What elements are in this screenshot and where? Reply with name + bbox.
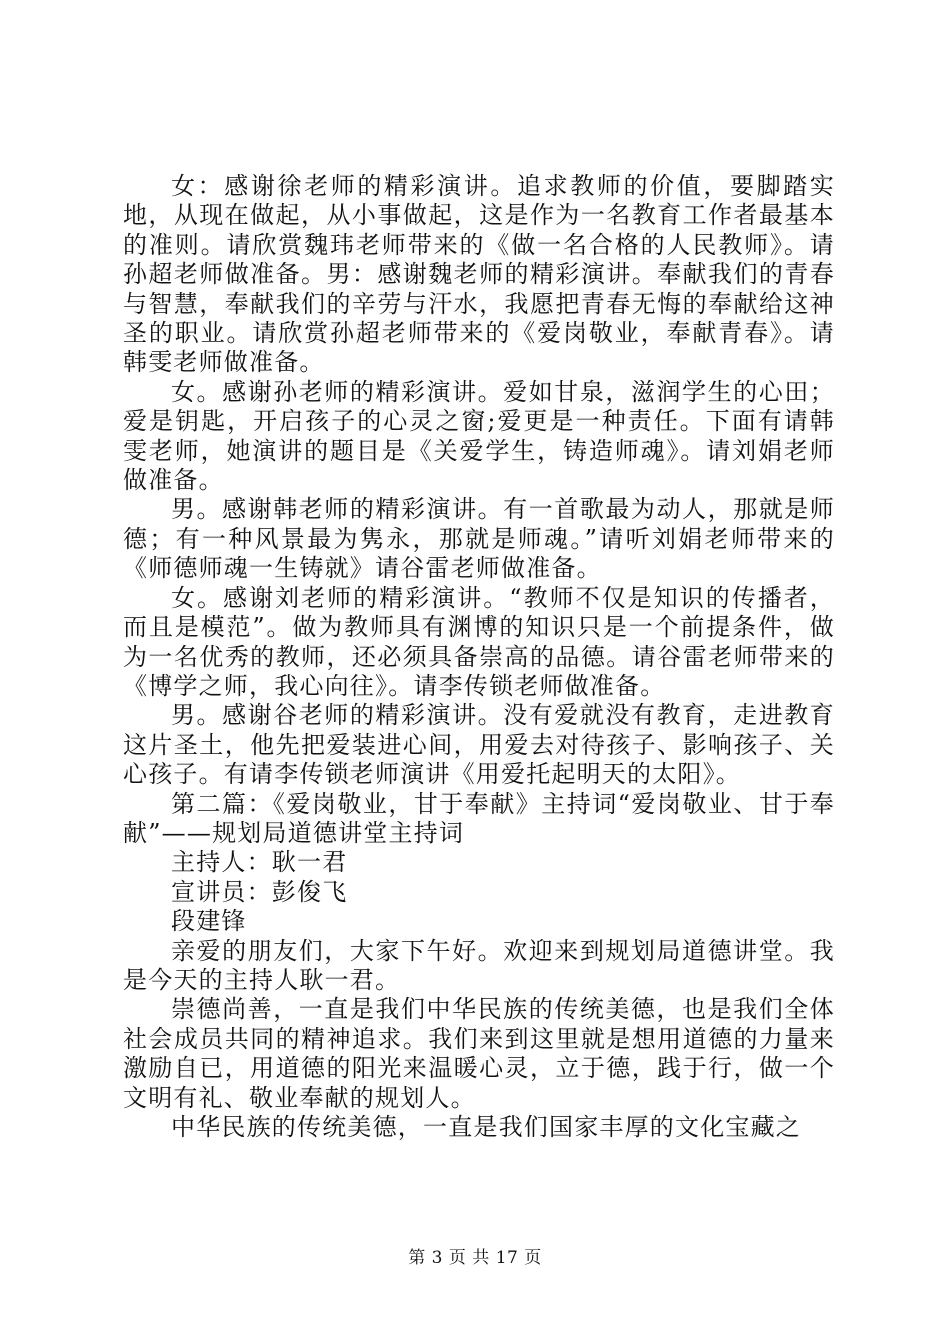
section-heading: 第二篇：《爱岗敬业，甘于奉献》主持词“爱岗敬业、甘于奉献”——规划局道德讲堂主持词 [123,789,835,847]
paragraph: 中华民族的传统美德，一直是我们国家丰厚的文化宝藏之 [171,1113,801,1141]
document-body [123,172,835,1142]
speaker-name: 段建锋 [171,907,247,936]
paragraph: 女：感谢徐老师的精彩演讲。追求教师的价值，要脚踏实地，从现在做起，从小事做起，这是作为一名教育工作者最基本的准则。请欣赏魏玮老师带来的《做一名合格的人民教师》。请孙超老师做准备。男：感谢魏老师的精彩演讲。奉献我们的青春与智慧，奉献我们的辛劳与汗水，我愿把青春无悔的奉献给这神圣的职业。请欣赏孙超老师带来的《爱岗敬业，奉献青春》。请韩雯老师做准备。 [123,172,835,377]
paragraph: 亲爱的朋友们，大家下午好。欢迎来到规划局道德讲堂。我是今天的主持人耿一君。 [123,936,835,994]
paragraph: 男。感谢谷老师的精彩演讲。没有爱就没有教育，走进教育这片圣土，他先把爱装进心间，用爱去对待孩子、影响孩子、关心孩子。有请李传锁老师演讲《用爱托起明天的太阳》。 [123,701,835,789]
paragraph: 崇德尚善，一直是我们中华民族的传统美德，也是我们全体社会成员共同的精神追求。我们来到这里就是想用道德的力量来激励自已，用道德的阳光来温暖心灵，立于德，践于行，做一个文明有礼、敬业奉献的规划人。 [123,995,835,1112]
host-line: 主持人：耿一君 [171,848,348,877]
paragraph: 女。感谢刘老师的精彩演讲。“教师不仅是知识的传播者，而且是模范”。做为教师具有渊博的知识只是一个前提条件，做为一名优秀的教师，还必须具备崇高的品德。请谷雷老师带来的《博学之师，我心向往》。请李传锁老师做准备。 [123,583,835,700]
paragraph: 女。感谢孙老师的精彩演讲。爱如甘泉，滋润学生的心田；爱是钥匙，开启孩子的心灵之窗;爱更是一种责任。下面有请韩雯老师，她演讲的题目是《关爱学生，铸造师魂》。请刘娟老师做准备。 [123,377,835,495]
paragraph: 男。感谢韩老师的精彩演讲。有一首歌最为动人，那就是师德；有一种风景最为隽永，那就是师魂。”请听刘娟老师带来的《师德师魂一生铸就》请谷雷老师做准备。 [123,495,835,583]
speaker-line: 宣讲员：彭俊飞 [171,877,348,906]
page-number-footer: 第 3 页 共 17 页 [408,1248,542,1268]
